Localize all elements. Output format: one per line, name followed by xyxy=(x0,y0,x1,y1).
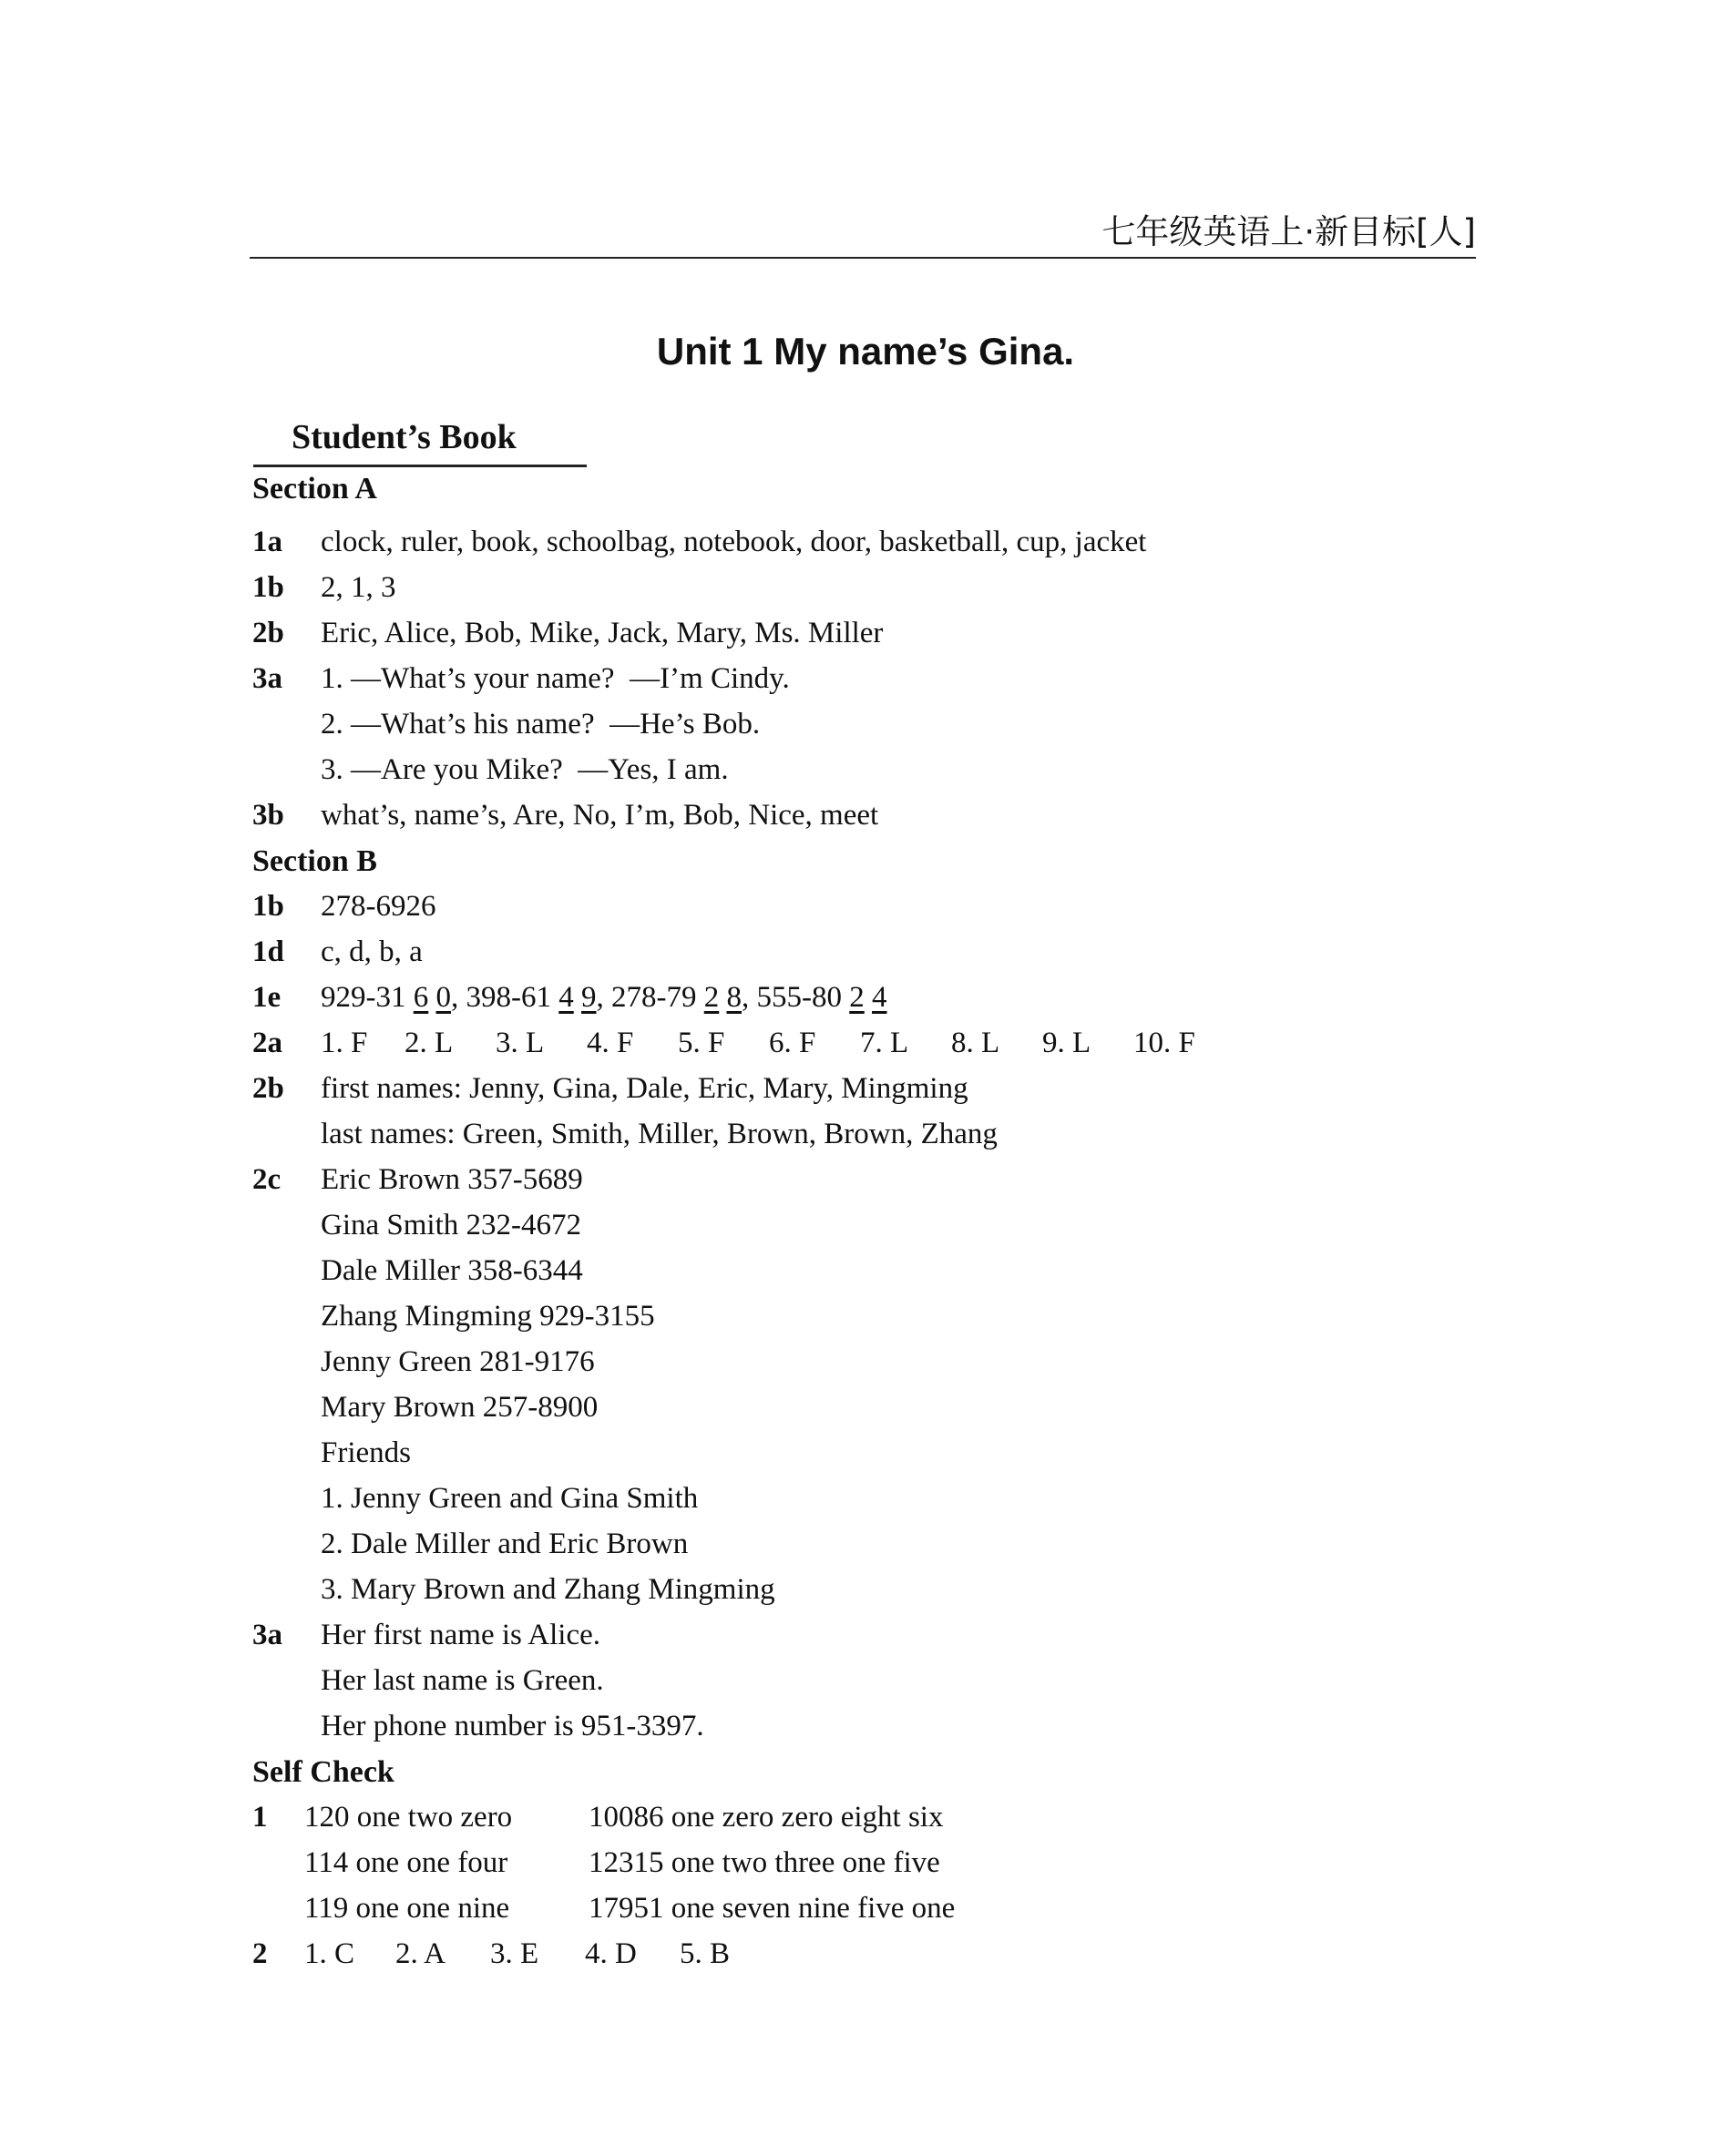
answer-b-2c-line: Eric Brown 357-5689 xyxy=(321,1163,583,1196)
answer-b-2c-line: Jenny Green 281-9176 xyxy=(321,1345,595,1378)
answer-item: 6. F xyxy=(769,1027,816,1059)
answer-item: 1. F xyxy=(321,1027,368,1059)
students-book-label: Student’s Book xyxy=(292,418,517,456)
label-a-3b: 3b xyxy=(252,799,284,832)
answer-b-2c-line: Dale Miller 358-6344 xyxy=(321,1254,583,1287)
answer-item: 5. F xyxy=(678,1027,725,1059)
answer-a-1b: 2, 1, 3 xyxy=(321,571,396,604)
answer-item: 8. L xyxy=(951,1027,1000,1059)
label-a-1b: 1b xyxy=(252,571,284,604)
answer-item: 5. B xyxy=(680,1937,731,1970)
answer-item: 4. F xyxy=(587,1027,634,1059)
phone-prefix: 929-31 xyxy=(321,981,414,1014)
answer-b-2c-line: Friends xyxy=(321,1436,411,1469)
answer-a-3a-line: 2. —What’s his name? —He’s Bob. xyxy=(321,708,761,741)
label-b-2a: 2a xyxy=(252,1027,282,1059)
answer-b-2b-line: last names: Green, Smith, Miller, Brown, Brown, Zhang xyxy=(321,1118,998,1150)
phone-prefix: , 278-79 xyxy=(596,981,704,1014)
underlined-digit: 9 xyxy=(581,981,597,1014)
running-head: 七年级英语上·新目标[人] xyxy=(250,211,1476,259)
answer-item: 3. L xyxy=(496,1027,545,1059)
label-b-3a: 3a xyxy=(252,1619,282,1651)
phone-prefix: , 398-61 xyxy=(451,981,559,1014)
label-b-1e: 1e xyxy=(252,981,282,1014)
label-a-1a: 1a xyxy=(252,526,282,558)
underlined-digit: 4 xyxy=(558,981,574,1014)
label-self-1: 1 xyxy=(252,1801,268,1834)
answer-item: 3. E xyxy=(490,1937,539,1970)
answer-self-1-row xyxy=(304,1846,940,1880)
answer-self-1-row xyxy=(304,1801,943,1834)
students-book-heading xyxy=(253,417,587,467)
answer-a-1a: clock, ruler, book, schoolbag, notebook, door, basketball, cup, jacket xyxy=(321,526,1147,558)
answer-item: 1. C xyxy=(304,1937,355,1970)
answer-item: 9. L xyxy=(1042,1027,1091,1059)
answer-b-1e xyxy=(321,981,887,1015)
answer-b-2c-line: Mary Brown 257-8900 xyxy=(321,1391,599,1424)
section-b-heading: Section B xyxy=(252,844,377,878)
answer-b-2b-line: first names: Jenny, Gina, Dale, Eric, Mary, Mingming xyxy=(321,1072,968,1105)
answer-b-2c-line: 3. Mary Brown and Zhang Mingming xyxy=(321,1573,775,1606)
unit-title: Unit 1 My name’s Gina. xyxy=(656,330,1075,373)
answer-a-3a-line: 3. —Are you Mike? —Yes, I am. xyxy=(321,753,729,786)
label-b-1b: 1b xyxy=(252,890,284,923)
underlined-digit: 0 xyxy=(435,981,451,1014)
label-b-2c: 2c xyxy=(252,1163,282,1196)
self-check-heading: Self Check xyxy=(252,1755,394,1789)
label-a-2b: 2b xyxy=(252,617,284,649)
label-b-1d: 1d xyxy=(252,935,284,968)
answer-b-3a-line: Her last name is Green. xyxy=(321,1664,604,1697)
answer-item: 7. L xyxy=(860,1027,909,1059)
answer-b-2c-line: 1. Jenny Green and Gina Smith xyxy=(321,1482,699,1515)
answer-b-1b: 278-6926 xyxy=(321,890,436,923)
number-words: 114 one one four xyxy=(304,1846,508,1879)
number-words: 120 one two zero xyxy=(304,1801,513,1834)
answer-b-2c-line: Gina Smith 232-4672 xyxy=(321,1209,581,1241)
underlined-digit: 2 xyxy=(849,981,865,1014)
section-a-heading: Section A xyxy=(252,472,377,506)
answer-self-2 xyxy=(304,1937,730,1971)
answer-item: 10. F xyxy=(1133,1027,1195,1059)
answer-b-2c-line: Zhang Mingming 929-3155 xyxy=(321,1300,655,1333)
underlined-digit: 6 xyxy=(413,981,429,1014)
number-words: 10086 one zero zero eight six xyxy=(589,1801,944,1834)
number-words: 119 one one nine xyxy=(304,1892,510,1925)
answer-b-2a xyxy=(321,1027,1195,1060)
answer-a-2b: Eric, Alice, Bob, Mike, Jack, Mary, Ms. Miller xyxy=(321,617,884,649)
label-a-3a: 3a xyxy=(252,662,282,695)
label-b-2b: 2b xyxy=(252,1072,284,1105)
number-words: 17951 one seven nine five one xyxy=(589,1892,956,1925)
phone-prefix: , 555-80 xyxy=(742,981,850,1014)
answer-b-3a-line: Her phone number is 951-3397. xyxy=(321,1710,704,1742)
answer-self-1-row xyxy=(304,1892,955,1926)
underlined-digit: 2 xyxy=(703,981,720,1014)
answer-item: 2. L xyxy=(405,1027,454,1059)
answer-item: 2. A xyxy=(395,1937,446,1970)
answer-b-3a-line: Her first name is Alice. xyxy=(321,1619,600,1651)
answer-item: 4. D xyxy=(585,1937,637,1970)
underlined-digit: 8 xyxy=(726,981,742,1014)
answer-a-3a-line: 1. —What’s your name? —I’m Cindy. xyxy=(321,662,790,695)
number-words: 12315 one two three one five xyxy=(589,1846,940,1879)
answer-b-2c-line: 2. Dale Miller and Eric Brown xyxy=(321,1528,689,1560)
label-self-2: 2 xyxy=(252,1937,268,1970)
underlined-digit: 4 xyxy=(872,981,887,1014)
answer-b-1d: c, d, b, a xyxy=(321,935,423,968)
answer-a-3b: what’s, name’s, Are, No, I’m, Bob, Nice, meet xyxy=(321,799,879,832)
